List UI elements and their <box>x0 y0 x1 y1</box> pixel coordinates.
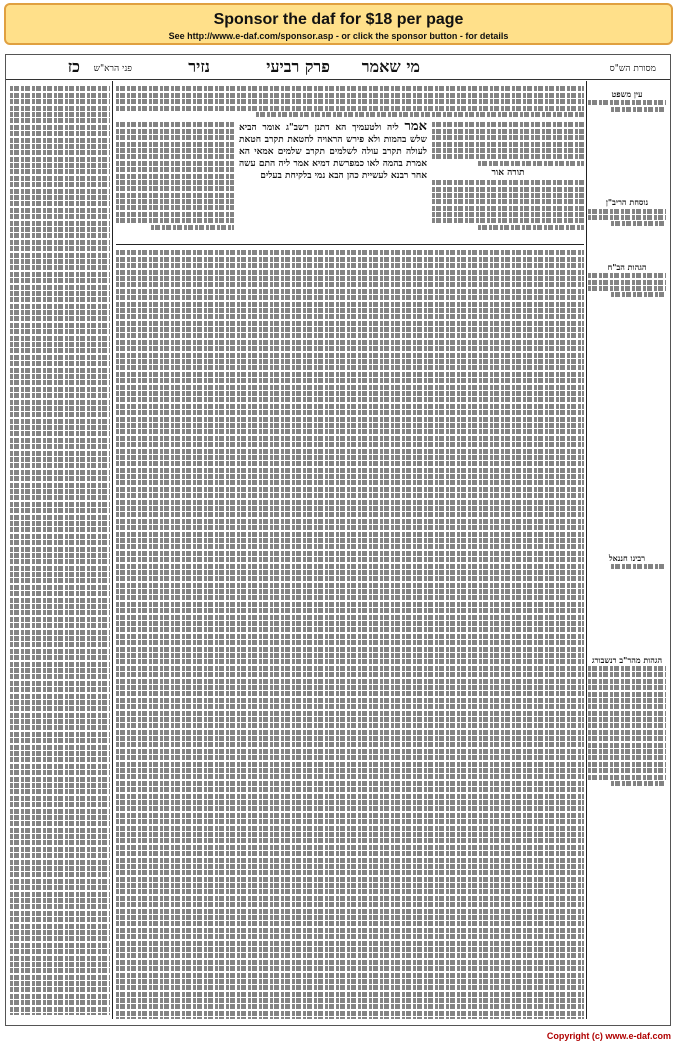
commentary-left-upper <box>116 121 234 241</box>
ein-mishpat-label: עין משפט <box>611 89 643 99</box>
nusach-harivan-label: נוסחת הריב"ן <box>605 197 649 208</box>
commentary-lower <box>116 249 584 1019</box>
torah-or-label: תורה אור <box>491 167 525 178</box>
copyright-notice[interactable]: Copyright (c) www.e-daf.com <box>546 1031 671 1041</box>
margin-notes-right <box>588 85 666 1015</box>
main-gemara-text <box>239 121 427 241</box>
page-header <box>6 55 670 80</box>
header-chapter: פרק רביעי <box>266 57 330 76</box>
hagahot-mahrav-label: הגהות מהר"ב רנשבורג <box>591 654 663 665</box>
column-divider-right <box>586 81 587 1019</box>
sponsor-banner-title[interactable]: Sponsor the daf for $18 per page <box>213 11 464 28</box>
header-chapter-name: מי שאמר <box>361 57 420 76</box>
commentary-right-upper <box>432 121 584 241</box>
header-masoret-label: מסורת הש"ס <box>609 64 656 74</box>
sponsor-banner-subtitle[interactable]: See http://www.e-daf.com/sponsor.asp - or click the sponsor button - for details <box>168 31 509 41</box>
header-tractate: נזיר <box>188 57 210 76</box>
rabbeinu-chananel-label: רבינו חננאל <box>608 552 646 563</box>
hagahot-habach-label: הגהות הב"ח <box>607 261 647 272</box>
column-divider-left <box>112 81 113 1019</box>
sponsor-banner[interactable] <box>4 3 673 45</box>
main-text-body: ליה ולטעמיך הא דתנן רשב"ג אומר הביא שלש בהמות ולא פירש הראויה לחטאת תקרב חטאת לעולה תקרב עולה לשלמים תקרב שלמים אמאי הא אמרת בהמה לאו כמפרשת דמיא אמר ליה התם עשה אחר רבנא לעשיית כהן הבא נמי בלקיחת בעלים <box>239 123 427 181</box>
header-pnei-harosh-label: פני הרא"ש <box>93 64 132 74</box>
commentary-top <box>116 85 584 119</box>
pnei-harosh-column <box>10 85 110 1015</box>
main-opening-word: אמר <box>404 121 427 134</box>
divider-line <box>116 244 584 245</box>
talmud-page <box>5 54 671 1026</box>
header-page-number: כז <box>67 57 80 76</box>
